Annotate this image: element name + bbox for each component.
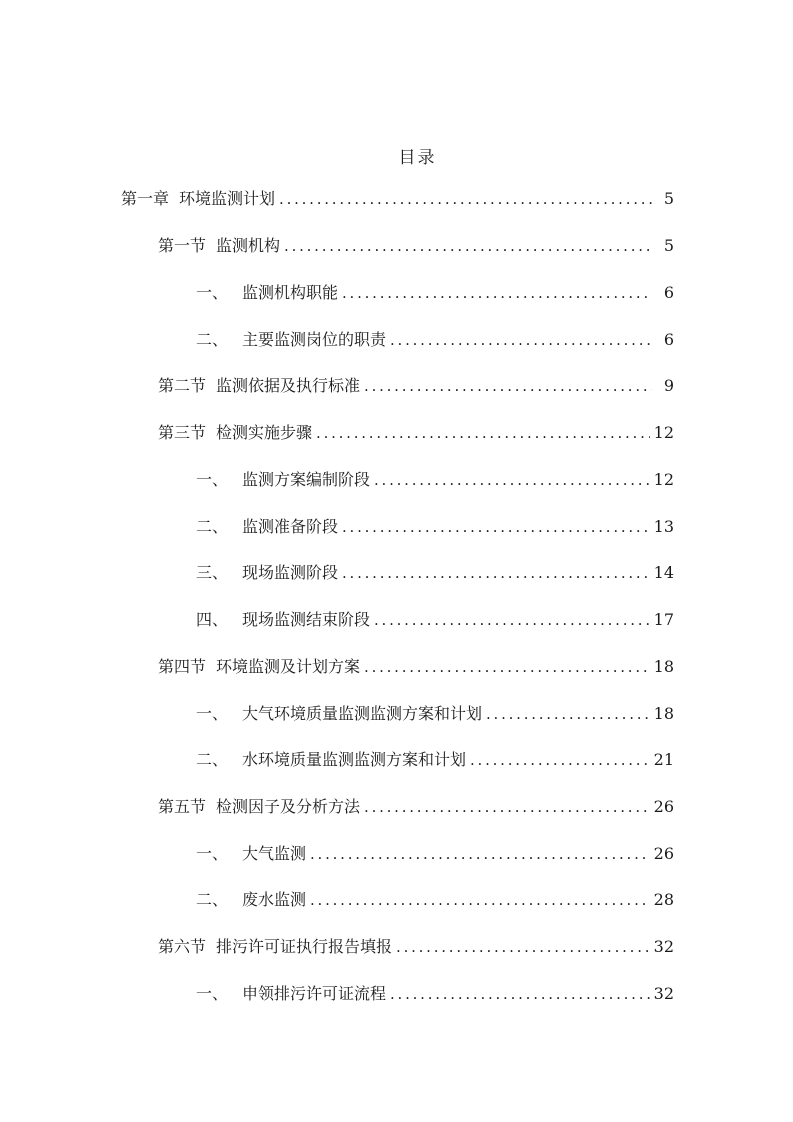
toc-dot-leader: [374, 607, 650, 633]
toc-dot-leader: [279, 186, 652, 212]
toc-entry-text: 监测准备阶段: [242, 517, 339, 536]
toc-page-number: 9: [663, 376, 674, 395]
toc-entry-text: 现场监测阶段: [242, 563, 339, 582]
toc-entry-text: 环境监测及计划方案: [216, 657, 361, 676]
toc-entry-chapter[interactable]: [121, 186, 674, 212]
toc-dot-leader: [470, 747, 650, 773]
toc-page-number: 26: [653, 844, 674, 863]
toc-dot-leader: [342, 514, 650, 540]
toc-entry-number: 第四节: [158, 657, 207, 676]
toc-entry-section[interactable]: [158, 794, 674, 820]
toc-title: 目录: [398, 148, 437, 168]
toc-entry-text: 现场监测结束阶段: [242, 610, 371, 629]
toc-entry-subsection[interactable]: [196, 981, 674, 1007]
toc-page-number: 26: [653, 797, 674, 816]
toc-entry-subsection[interactable]: [196, 701, 674, 727]
toc-dot-leader: [390, 981, 650, 1007]
toc-entry-section[interactable]: [158, 654, 674, 680]
toc-entry-subsection[interactable]: [196, 841, 674, 867]
toc-entry-number: 第一章: [121, 189, 170, 208]
toc-entry-text: 排污许可证执行报告填报: [216, 937, 393, 956]
toc-entry-number: 第二节: [158, 376, 207, 395]
toc-dot-leader: [374, 467, 650, 493]
toc-entry-number: 第三节: [158, 423, 207, 442]
toc-dot-leader: [364, 373, 652, 399]
toc-entry-number: 二、: [196, 330, 229, 349]
toc-entry-text: 废水监测: [242, 890, 307, 909]
toc-page-number: 5: [663, 236, 674, 255]
toc-dot-leader: [486, 701, 650, 727]
toc-entry-text: 监测依据及执行标准: [216, 376, 361, 395]
toc-entry-text: 监测机构: [216, 236, 281, 255]
toc-entry-section[interactable]: [158, 233, 674, 259]
toc-dot-leader: [396, 934, 650, 960]
toc-entry-section[interactable]: [158, 373, 674, 399]
toc-entry-number: 二、: [196, 750, 229, 769]
toc-entry-text: 申领排污许可证流程: [242, 984, 387, 1003]
toc-dot-leader: [284, 233, 652, 259]
toc-entry-text: 大气监测: [242, 844, 307, 863]
toc-dot-leader: [316, 420, 650, 446]
toc-entry-text: 水环境质量监测监测方案和计划: [242, 750, 467, 769]
toc-dot-leader: [342, 280, 652, 306]
toc-page-number: 12: [653, 470, 674, 489]
toc-entry-section[interactable]: [158, 934, 674, 960]
toc-entry-text: 监测方案编制阶段: [242, 470, 371, 489]
toc-entry-number: 三、: [196, 563, 229, 582]
toc-page-number: 21: [653, 750, 674, 769]
toc-page-number: 6: [663, 330, 674, 349]
toc-page-number: 17: [653, 610, 674, 629]
toc-entry-number: 一、: [196, 704, 229, 723]
toc-page-number: 28: [653, 890, 674, 909]
toc-page-number: 32: [653, 937, 674, 956]
toc-entry-text: 检测实施步骤: [216, 423, 313, 442]
toc-entry-subsection[interactable]: [196, 327, 674, 353]
toc-entry-subsection[interactable]: [196, 607, 674, 633]
toc-entry-subsection[interactable]: [196, 887, 674, 913]
toc-entry-subsection[interactable]: [196, 747, 674, 773]
toc-page-number: 18: [653, 657, 674, 676]
toc-entry-text: 大气环境质量监测监测方案和计划: [242, 704, 483, 723]
toc-entry-number: 第一节: [158, 236, 207, 255]
toc-page-number: 5: [663, 189, 674, 208]
toc-entry-number: 二、: [196, 517, 229, 536]
toc-page-number: 13: [653, 517, 674, 536]
toc-page-number: 14: [653, 563, 674, 582]
toc-entry-text: 监测机构职能: [242, 283, 339, 302]
toc-dot-leader: [342, 560, 650, 586]
toc-entry-subsection[interactable]: [196, 280, 674, 306]
toc-entry-text: 环境监测计划: [179, 189, 276, 208]
toc-entry-number: 四、: [196, 610, 229, 629]
toc-page-number: 12: [653, 423, 674, 442]
toc-entry-number: 一、: [196, 283, 229, 302]
toc-page-number: 6: [663, 283, 674, 302]
toc-dot-leader: [364, 794, 650, 820]
toc-entry-subsection[interactable]: [196, 514, 674, 540]
toc-entry-section[interactable]: [158, 420, 674, 446]
toc-entry-number: 第五节: [158, 797, 207, 816]
toc-entry-text: 主要监测岗位的职责: [242, 330, 387, 349]
toc-page-number: 32: [653, 984, 674, 1003]
toc-dot-leader: [390, 327, 652, 353]
toc-entry-subsection[interactable]: [196, 560, 674, 586]
toc-entry-text: 检测因子及分析方法: [216, 797, 361, 816]
toc-entry-number: 一、: [196, 984, 229, 1003]
toc-entry-subsection[interactable]: [196, 467, 674, 493]
toc-dot-leader: [364, 654, 650, 680]
toc-entry-number: 第六节: [158, 937, 207, 956]
toc-dot-leader: [310, 841, 650, 867]
toc-page-number: 18: [653, 704, 674, 723]
toc-entry-number: 一、: [196, 844, 229, 863]
toc-entry-number: 二、: [196, 890, 229, 909]
toc-entry-number: 一、: [196, 470, 229, 489]
toc-dot-leader: [310, 887, 650, 913]
